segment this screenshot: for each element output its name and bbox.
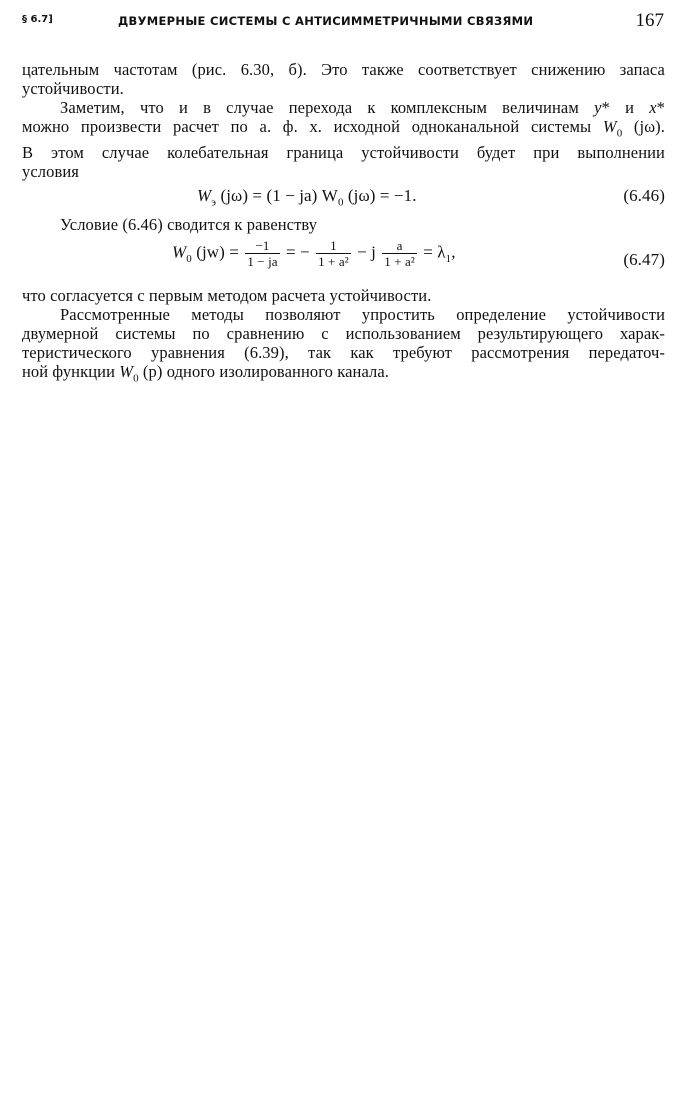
paragraph-2-line-1 bbox=[22, 98, 665, 117]
subscript: 0 bbox=[337, 196, 344, 209]
denominator: 1 + a² bbox=[318, 254, 349, 270]
equation-body bbox=[197, 186, 417, 212]
text: (jω). bbox=[622, 117, 665, 136]
var-W: W bbox=[119, 362, 134, 382]
text: ной функции bbox=[22, 362, 120, 382]
subscript: 0 bbox=[133, 372, 139, 385]
equation-text: = λ bbox=[418, 242, 446, 262]
equation-text: , bbox=[451, 242, 456, 262]
fraction-1 bbox=[245, 238, 279, 269]
running-head bbox=[22, 10, 664, 34]
text: (p) одного изолированного канала. bbox=[138, 362, 390, 382]
star: * bbox=[601, 98, 610, 117]
paragraph-5-line-3: теристического уравнения (6.39), так как требуют рассмотрения передаточ- bbox=[22, 343, 665, 363]
equation-6-47 bbox=[22, 238, 665, 280]
var-x: x bbox=[649, 98, 657, 117]
equation-text: (jω) = (1 − ja) W bbox=[216, 186, 338, 206]
fraction-3 bbox=[382, 238, 417, 269]
section-marker: § 6.7] bbox=[22, 14, 53, 25]
numerator: a bbox=[382, 238, 417, 254]
var-W: W bbox=[197, 186, 212, 206]
numerator: −1 bbox=[245, 238, 279, 254]
var-y: y bbox=[594, 98, 602, 117]
paragraph-5-line-2: двумерной системы по сравнению с использованием результирующего харак- bbox=[22, 324, 665, 344]
subscript: э bbox=[211, 196, 217, 209]
paragraph-1-line-1: цательным частотам (рис. 6.30, б). Это также соответствует снижению запаса bbox=[22, 60, 665, 79]
equation-body bbox=[172, 238, 456, 269]
subscript: 1 bbox=[445, 253, 452, 266]
text: и bbox=[609, 98, 650, 117]
star: * bbox=[656, 98, 665, 117]
var-W: W bbox=[602, 117, 617, 136]
paragraph-2-line-4: условия bbox=[22, 162, 79, 182]
equation-number: (6.47) bbox=[623, 250, 665, 270]
equation-text: − j bbox=[352, 242, 381, 262]
body-text bbox=[22, 60, 665, 389]
page-number: 167 bbox=[635, 10, 664, 31]
paragraph-2-line-3: В этом случае колебательная граница устойчивости будет при выполнении bbox=[22, 143, 665, 163]
paragraph-5-line-4 bbox=[22, 362, 665, 388]
equation-text: = − bbox=[281, 242, 315, 262]
fraction-2 bbox=[316, 238, 351, 269]
paragraph-3: Условие (6.46) сводится к равенству bbox=[60, 215, 318, 235]
var-W: W bbox=[172, 242, 187, 262]
chapter-title: ДВУМЕРНЫЕ СИСТЕМЫ С АНТИСИММЕТРИЧНЫМИ СВЯЗЯМИ bbox=[118, 14, 534, 28]
denominator: 1 + a² bbox=[384, 254, 415, 270]
paragraph-2-line-2 bbox=[22, 117, 665, 143]
subscript: 0 bbox=[186, 253, 192, 266]
equation-text: (jw) = bbox=[191, 242, 244, 262]
numerator: 1 bbox=[316, 238, 351, 254]
subscript: 0 bbox=[616, 127, 623, 140]
text: Заметим, что и в случае перехода к комплексным величинам bbox=[60, 98, 595, 117]
paragraph-4: что согласуется с первым методом расчета устойчивости. bbox=[22, 286, 432, 306]
paragraph-1-line-2: устойчивости. bbox=[22, 79, 124, 98]
equation-number: (6.46) bbox=[623, 186, 665, 206]
equation-text: (jω) = −1. bbox=[343, 186, 417, 206]
text: можно произвести расчет по а. ф. х. исходной одноканальной системы bbox=[22, 117, 603, 136]
paragraph-5-line-1: Рассмотренные методы позволяют упростить определение устойчивости bbox=[60, 305, 665, 325]
equation-6-46 bbox=[22, 183, 665, 213]
denominator: 1 − ja bbox=[247, 254, 278, 270]
